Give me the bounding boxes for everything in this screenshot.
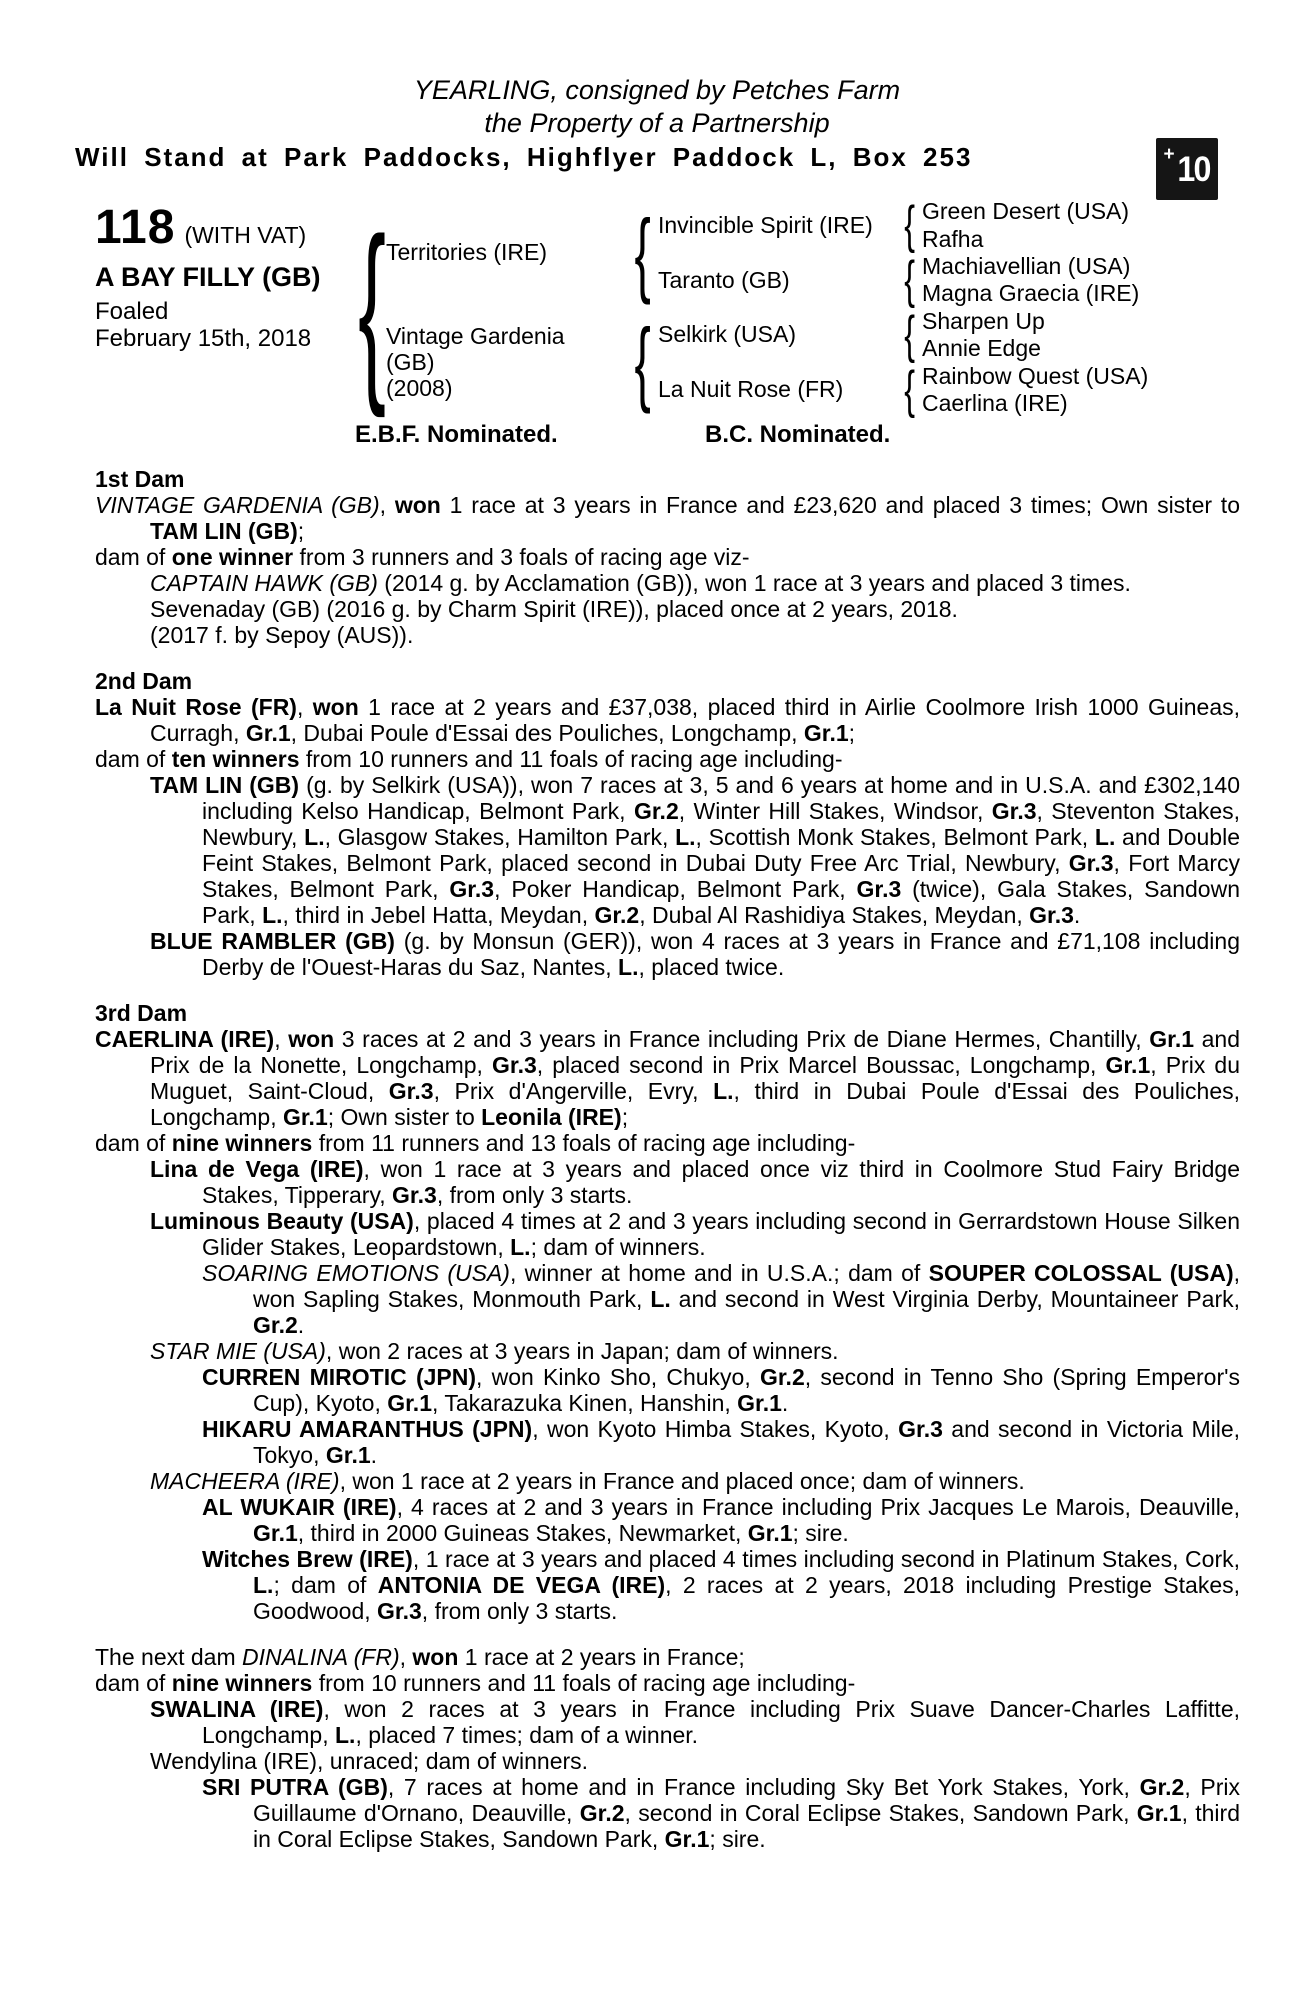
horse-name-or-race-grade: nine winners xyxy=(171,1130,313,1156)
horse-name-or-race-grade: VINTAGE GARDENIA (GB) xyxy=(95,492,380,518)
horse-name-or-race-grade: CAPTAIN HAWK (GB) xyxy=(150,570,378,596)
pedigree-paragraph: STAR MIE (USA), won 2 races at 3 years in Japan; dam of winners. xyxy=(150,1338,839,1364)
horse-name-or-race-grade: CAERLINA (IRE) xyxy=(95,1026,275,1052)
horse-name-or-race-grade: Gr.3 xyxy=(856,876,902,902)
horse-name-or-race-grade: HIKARU AMARANTHUS (JPN) xyxy=(202,1416,533,1442)
horse-name-or-race-grade: Gr.3 xyxy=(492,1052,537,1078)
pedigree-paragraph: VINTAGE GARDENIA (GB), won 1 race at 3 years in France and £23,620 and placed 3 times; Own sister to TAM LIN (GB); xyxy=(95,492,1240,544)
horse-name-or-race-grade: won xyxy=(412,1644,459,1670)
foaled-date: February 15th, 2018 xyxy=(95,325,312,352)
lot-number-line xyxy=(95,201,358,254)
horse-name-or-race-grade: won xyxy=(288,1026,335,1052)
pedigree-paragraph: La Nuit Rose (FR), won 1 race at 2 years and £37,038, placed third in Airlie Coolmore Irish 1000 Guineas, Curragh, Gr.1, Dubai Poule d'Essai des Pouliches, Longchamp, Gr.1; xyxy=(95,694,1241,746)
dam-section xyxy=(95,1000,1240,1624)
pedigree-paragraph: The next dam DINALINA (FR), won 1 race at 2 years in France; xyxy=(95,1644,745,1670)
pedigree-paragraph: Wendylina (IRE), unraced; dam of winners. xyxy=(150,1748,589,1774)
pedigree-paragraph: dam of ten winners from 10 runners and 11 foals of racing age including- xyxy=(95,746,843,772)
foaled-label: Foaled xyxy=(95,298,169,325)
dam-name-line: (GB) xyxy=(386,349,435,376)
ebf-nominated-label: E.B.F. Nominated. xyxy=(355,421,558,448)
horse-name-or-race-grade: Gr.3 xyxy=(1029,902,1074,928)
badge-plus-sign: + xyxy=(1163,144,1175,165)
pedigree-paragraph: MACHEERA (IRE), won 1 race at 2 years in France and placed once; dam of winners. xyxy=(150,1468,1025,1494)
lot-number: 118 xyxy=(95,201,176,254)
horse-name-or-race-grade: BLUE RAMBLER (GB) xyxy=(150,928,395,954)
horse-name-or-race-grade: L. xyxy=(1094,824,1116,850)
horse-name-or-race-grade: CURREN MIROTIC (JPN) xyxy=(202,1364,477,1390)
horse-name-or-race-grade: Lina de Vega (IRE) xyxy=(150,1156,364,1182)
dam-name-line: Vintage Gardenia xyxy=(386,323,565,350)
pedigree-brace-sire-parents xyxy=(628,198,658,308)
pedigree-brace-gen3 xyxy=(898,308,922,363)
great-grandparent-name: Magna Graecia (IRE) xyxy=(922,280,1140,307)
horse-name-or-race-grade: L. xyxy=(510,1234,531,1260)
horse-name-or-race-grade: nine winners xyxy=(171,1670,313,1696)
dam-section xyxy=(95,1644,1240,1852)
horse-name-or-race-grade: ANTONIA DE VEGA (IRE) xyxy=(377,1572,666,1598)
horse-name-or-race-grade: SOARING EMOTIONS (USA) xyxy=(202,1260,510,1286)
pedigree-paragraph: CAPTAIN HAWK (GB) (2014 g. by Acclamation (GB)), won 1 race at 3 years and placed 3 times. xyxy=(150,570,1131,596)
pedigree-brace-gen3 xyxy=(898,362,922,417)
great-grandparent-name: Green Desert (USA) xyxy=(922,198,1130,225)
horse-name-or-race-grade: Gr.2 xyxy=(633,798,679,824)
dam-name-line: (2008) xyxy=(386,375,453,402)
pedigree-paragraph: dam of nine winners from 11 runners and 13 foals of racing age including- xyxy=(95,1130,856,1156)
pedigree-brace-gen3 xyxy=(898,253,922,308)
horse-name-or-race-grade: Witches Brew (IRE) xyxy=(202,1546,413,1572)
horse-name-or-race-grade: Gr.2 xyxy=(579,1800,625,1826)
pedigree-paragraph: SWALINA (IRE), won 2 races at 3 years in France including Prix Suave Dancer-Charles Laffitte, Longchamp, L., placed 7 times; dam of a winner. xyxy=(150,1696,1240,1748)
dam-sections xyxy=(95,466,1240,1872)
nomination-line xyxy=(95,421,1243,451)
property-line: the Property of a Partnership xyxy=(484,108,830,138)
dam-section-heading: 3rd Dam xyxy=(95,1000,188,1026)
horse-name-or-race-grade: TAM LIN (GB) xyxy=(150,518,298,544)
pedigree-paragraph: TAM LIN (GB) (g. by Selkirk (USA)), won 7 races at 3, 5 and 6 years at home and in U.S.A. and £302,140 including Kelso Handicap, Belmont Park, Gr.2, Winter Hill Stakes, Windsor, Gr.3, Steventon Stakes, Newbury, L., Glasgow Stakes, Hamilton Park, L., Scottish Monk Stakes, Belmont Park, L. and Double Feint Stakes, Belmont Park, placed second in Dubai Duty Free Arc Trial, Newbury, Gr.3, Fort Marcy Stakes, Belmont Park, Gr.3, Poker Handicap, Belmont Park, Gr.3 (twice), Gala Stakes, Sandown Park, L., third in Jebel Hatta, Meydan, Gr.2, Dubal Al Rashidiya Stakes, Meydan, Gr.3. xyxy=(150,772,1241,928)
horse-name-or-race-grade: one winner xyxy=(171,544,294,570)
horse-name-or-race-grade: Gr.3 xyxy=(898,1416,943,1442)
horse-name-or-race-grade: L. xyxy=(262,902,283,928)
grandsire-name: Invincible Spirit (IRE) xyxy=(658,211,873,238)
bc-nominated-label: B.C. Nominated. xyxy=(705,421,891,448)
horse-name-or-race-grade: Gr.2 xyxy=(1139,1774,1185,1800)
horse-name-or-race-grade: Gr.1 xyxy=(737,1390,782,1416)
dam-section-heading: 1st Dam xyxy=(95,466,185,492)
horse-name-or-race-grade: AL WUKAIR (IRE) xyxy=(202,1494,397,1520)
granddam-name: La Nuit Rose (FR) xyxy=(658,376,844,403)
great-grandparent-name: Caerlina (IRE) xyxy=(922,389,1068,416)
pedigree-paragraph: dam of one winner from 3 runners and 3 foals of racing age viz- xyxy=(95,544,750,570)
horse-name-or-race-grade: Gr.1 xyxy=(1136,1800,1182,1826)
horse-name-or-race-grade: Gr.1 xyxy=(387,1390,432,1416)
lot-description: A BAY FILLY (GB) xyxy=(95,262,321,292)
horse-name-or-race-grade: Gr.3 xyxy=(388,1078,434,1104)
pedigree-paragraph: HIKARU AMARANTHUS (JPN), won Kyoto Himba Stakes, Kyoto, Gr.3 and second in Victoria Mile, Tokyo, Gr.1. xyxy=(202,1416,1241,1468)
horse-name-or-race-grade: MACHEERA (IRE) xyxy=(150,1468,340,1494)
horse-name-or-race-grade: DINALINA (FR) xyxy=(242,1644,400,1670)
dam-section xyxy=(95,466,1240,648)
horse-name-or-race-grade: L. xyxy=(713,1078,734,1104)
horse-name-or-race-grade: SWALINA (IRE) xyxy=(150,1696,324,1722)
horse-name-or-race-grade: Gr.1 xyxy=(253,1520,298,1546)
pedigree-paragraph: CURREN MIROTIC (JPN), won Kinko Sho, Chukyo, Gr.2, second in Tenno Sho (Spring Emperor's Cup), Kyoto, Gr.1, Takarazuka Kinen, Hanshin, Gr.1. xyxy=(202,1364,1240,1416)
horse-name-or-race-grade: Gr.1 xyxy=(803,720,849,746)
great-grandparent-name: Rafha xyxy=(922,225,984,252)
great-grandparent-name: Annie Edge xyxy=(922,335,1041,362)
horse-name-or-race-grade: La Nuit Rose (FR) xyxy=(95,694,297,720)
horse-name-or-race-grade: SOUPER COLOSSAL (USA) xyxy=(928,1260,1234,1286)
pedigree-brace-gen1 xyxy=(358,198,386,417)
horse-name-or-race-grade: Gr.3 xyxy=(392,1182,437,1208)
horse-name-or-race-grade: L. xyxy=(675,824,696,850)
horse-name-or-race-grade: L. xyxy=(618,954,639,980)
great-grandparent-name: Rainbow Quest (USA) xyxy=(922,362,1149,389)
dam-name xyxy=(386,308,628,418)
pedigree-paragraph: SRI PUTRA (GB), 7 races at home and in France including Sky Bet York Stakes, York, Gr.2, Prix Guillaume d'Ornano, Deauville, Gr.2, second in Coral Eclipse Stakes, Sandown Park, Gr.1, third in Coral Eclipse Stakes, Sandown Park, Gr.1; sire. xyxy=(202,1774,1241,1852)
pedigree-paragraph: BLUE RAMBLER (GB) (g. by Monsun (GER)), won 4 races at 3 years in France and £71,108 including Derby de l'Ouest-Haras du Saz, Nantes, L., placed twice. xyxy=(150,928,1240,980)
pedigree-paragraph: Luminous Beauty (USA), placed 4 times at 2 and 3 years including second in Gerrardstown House Silken Glider Stakes, Leopardstown, L.; dam of winners. xyxy=(150,1208,1241,1260)
horse-name-or-race-grade: SRI PUTRA (GB) xyxy=(202,1774,388,1800)
stand-location-line: Will Stand at Park Paddocks, Highflyer Paddock L, Box 253 xyxy=(75,142,973,172)
horse-name-or-race-grade: L. xyxy=(334,1722,356,1748)
book-badge xyxy=(1156,138,1218,200)
pedigree-paragraph: (2017 f. by Sepoy (AUS)). xyxy=(150,622,414,648)
horse-name-or-race-grade: L. xyxy=(650,1286,671,1312)
horse-name-or-race-grade: Gr.3 xyxy=(449,876,495,902)
pedigree-paragraph: AL WUKAIR (IRE), 4 races at 2 and 3 years in France including Prix Jacques Le Marois, Deauville, Gr.1, third in 2000 Guineas Stakes, Newmarket, Gr.1; sire. xyxy=(202,1494,1240,1546)
horse-name-or-race-grade: Gr.2 xyxy=(759,1364,805,1390)
horse-name-or-race-grade: Gr.1 xyxy=(325,1442,371,1468)
horse-name-or-race-grade: L. xyxy=(253,1572,274,1598)
pedigree-table xyxy=(95,198,1243,417)
pedigree-paragraph: Sevenaday (GB) (2016 g. by Charm Spirit (IRE)), placed once at 2 years, 2018. xyxy=(150,596,958,622)
horse-name-or-race-grade: STAR MIE (USA) xyxy=(150,1338,326,1364)
horse-name-or-race-grade: ten winners xyxy=(171,746,300,772)
pedigree-paragraph: SOARING EMOTIONS (USA), winner at home and in U.S.A.; dam of SOUPER COLOSSAL (USA), won Sapling Stakes, Monmouth Park, L. and second in West Virginia Derby, Mountaineer Park, Gr.2. xyxy=(202,1260,1241,1338)
horse-name-or-race-grade: Gr.3 xyxy=(377,1598,422,1624)
pedigree-paragraph: CAERLINA (IRE), won 3 races at 2 and 3 years in France including Prix de Diane Hermes, Chantilly, Gr.1 and Prix de la Nonette, Longchamp, Gr.3, placed second in Prix Marcel Boussac, Longchamp, Gr.1, Prix du Muguet, Saint-Cloud, Gr.3, Prix d'Angerville, Evry, L., third in Dubai Poule d'Essai des Pouliches, Longchamp, Gr.1; Own sister to Leonila (IRE); xyxy=(95,1026,1241,1130)
great-grandparent-name: Machiavellian (USA) xyxy=(922,252,1131,279)
horse-name-or-race-grade: Leonila (IRE) xyxy=(481,1104,622,1130)
horse-name-or-race-grade: Gr.3 xyxy=(991,798,1037,824)
pedigree-brace-dam-parents xyxy=(628,308,658,418)
pedigree-paragraph: Lina de Vega (IRE), won 1 race at 3 years and placed once viz third in Coolmore Stud Fairy Bridge Stakes, Tipperary, Gr.3, from only 3 starts. xyxy=(150,1156,1241,1208)
horse-name-or-race-grade: Gr.1 xyxy=(1105,1052,1151,1078)
horse-name-or-race-grade: Gr.2 xyxy=(594,902,640,928)
page-header xyxy=(75,74,1239,174)
pedigree-paragraph: Witches Brew (IRE), 1 race at 3 years and placed 4 times including second in Platinum Stakes, Cork, L.; dam of ANTONIA DE VEGA (IRE), 2 races at 2 years, 2018 including Prestige Stakes, Goodwood, Gr.3, from only 3 starts. xyxy=(202,1546,1241,1624)
dam-section xyxy=(95,668,1240,980)
horse-name-or-race-grade: Gr.1 xyxy=(747,1520,793,1546)
grandsire-name: Selkirk (USA) xyxy=(658,321,797,348)
pedigree-paragraph: dam of nine winners from 10 runners and 11 foals of racing age including- xyxy=(95,1670,856,1696)
granddam-name: Taranto (GB) xyxy=(658,266,790,293)
horse-name-or-race-grade: Gr.1 xyxy=(282,1104,328,1130)
horse-name-or-race-grade: Gr.1 xyxy=(1149,1026,1195,1052)
lot-vat-note: (WITH VAT) xyxy=(184,222,307,248)
lot-block xyxy=(95,198,358,417)
horse-name-or-race-grade: TAM LIN (GB) xyxy=(150,772,300,798)
horse-name-or-race-grade: Gr.1 xyxy=(245,720,291,746)
horse-name-or-race-grade: L. xyxy=(304,824,325,850)
horse-name-or-race-grade: Gr.3 xyxy=(1068,850,1114,876)
dam-section-heading: 2nd Dam xyxy=(95,668,193,694)
horse-name-or-race-grade: won xyxy=(394,492,441,518)
horse-name-or-race-grade: won xyxy=(312,694,359,720)
horse-name-or-race-grade: Gr.2 xyxy=(253,1312,298,1338)
pedigree-brace-gen3 xyxy=(898,198,922,253)
horse-name-or-race-grade: Gr.1 xyxy=(664,1826,710,1852)
horse-name-or-race-grade: Luminous Beauty (USA) xyxy=(150,1208,414,1234)
sire-name: Territories (IRE) xyxy=(386,239,548,266)
consignor-line: YEARLING, consigned by Petches Farm xyxy=(413,75,901,105)
badge-number: 10 xyxy=(1176,149,1210,189)
great-grandparent-name: Sharpen Up xyxy=(922,307,1045,334)
